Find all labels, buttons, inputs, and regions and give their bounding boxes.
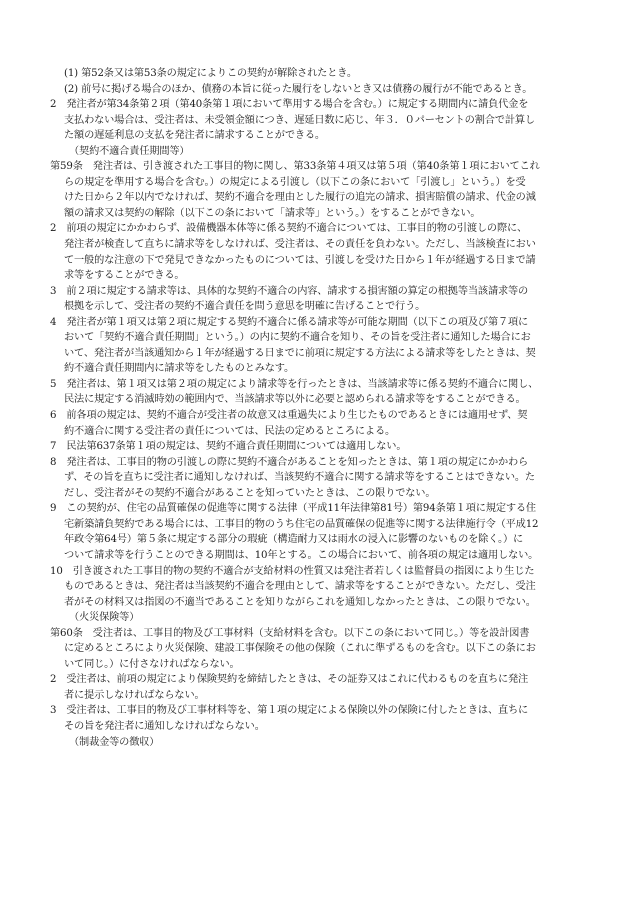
section-heading: （制裁金等の徴収） [69, 736, 160, 748]
text-line: 8 発注者は、工事目的物の引渡しの際に契約不適合があることを知ったときは、第１項の規定にかかわら [50, 456, 529, 468]
text-line: 額の請求又は契約の解除（以下この条において「請求等」という。）をすることができない。 [64, 207, 481, 219]
text-line: (1) 第52条又は第53条の規定によりこの契約が解除されたとき。 [64, 68, 357, 79]
text-line: 約不適合に関する受注者の責任については、民法の定めるところによる。 [64, 425, 396, 437]
text-line: おいて「契約不適合責任期間」という。）の内に契約不適合を知り、その旨を受注者に通知した場合にお [64, 332, 531, 344]
text-line: 発注者が検査して直ちに請求等をしなければ、受注者は、その責任を負わない。ただし、当該検査におい [64, 239, 536, 251]
text-line: 第59条 発注者は、引き渡された工事目的物に関し、第33条第４項又は第５項（第40条第１項においてこれ [50, 161, 540, 173]
text-line: ず、その旨を直ちに受注者に通知しなければ、当該契約不適合に関する請求等をすることはできない。た [64, 472, 535, 484]
text-line: 3 受注者は、工事目的物及び工事材料等を、第１項の規定による保険以外の保険に付したときは、直ちに [50, 705, 529, 717]
text-line: 2 前項の規定にかかわらず、設備機器本体等に係る契約不適合については、工事目的物の引渡しの際に、 [50, 223, 528, 235]
text-line: (2) 前号に掲げる場合のほか、債務の本旨に従った履行をしないとき又は債務の履行が不能であるとき。 [64, 83, 533, 95]
text-line: 宅新築請負契約である場合には、工事目的物のうち住宅の品質確保の促進等に関する法律施行令（平成12 [64, 518, 539, 530]
text-line: 5 発注者は、第１項又は第２項の規定により請求等を行ったときは、当該請求等に係る契約不適合に関し、 [50, 378, 539, 390]
text-line: 3 前２項に規定する請求等は、具体的な契約不適合の内容、請求する損害額の算定の根拠等当該請求等の [50, 285, 529, 297]
text-line: その旨を発注者に通知しなければならない。 [64, 720, 265, 732]
text-line: 2 発注者が第34条第２項（第40条第１項において準用する場合を含む。）に規定する期間内に請負代金を [50, 99, 529, 111]
text-line: 民法に規定する消滅時効の範囲内で、当該請求等以外に必要と認められる請求等をすることができる。 [64, 394, 526, 406]
text-line: て一般的な注意の下で発見できなかったものについては、引渡しを受けた日から１年が経過する日まで請 [64, 254, 536, 266]
text-line: ものであるときは、発注者は当該契約不適合を理由として、請求等をすることができない。ただし、受注 [64, 581, 536, 593]
text-line: 根拠を示して、受注者の契約不適合責任を問う意思を明確に告げることで行う。 [64, 301, 426, 313]
text-line: 者がその材料又は指図の不適当であることを知りながらこれを通知しなかったときは、この限りでない。 [64, 596, 536, 608]
section-heading: （火災保険等） [69, 612, 140, 624]
text-line: 支払わない場合は、受注者は、未受領金額につき、遅延日数に応じ、年３．０パーセントの割合で計算し [64, 114, 535, 126]
text-line: 第60条 受注者は、工事目的物及び工事材料（支給材料を含む。以下この条において同じ。）等を設計図書 [50, 627, 530, 639]
text-line: けた日から２年以内でなければ、契約不適合を理由とした履行の追完の請求、損害賠償の請求、代金の減 [64, 192, 536, 204]
text-line: ついて請求等を行うことのできる期間は、10年とする。この場合において、前各項の規定は適用しない。 [64, 549, 539, 561]
text-line: た額の遅延利息の支払を発注者に請求することができる。 [64, 130, 325, 142]
text-line: 4 発注者が第１項又は第２項に規定する契約不適合に係る請求等が可能な期間（以下この項及び第７項に [50, 316, 529, 328]
text-line: 者に提示しなければならない。 [64, 689, 205, 701]
text-line: 9 この契約が、住宅の品質確保の促進等に関する法律（平成11年法律第81号）第94条第１項に規定する住 [50, 503, 536, 515]
section-heading: （契約不適合責任期間等） [69, 145, 190, 157]
text-line: 年政令第64号）第５条に規定する部分の瑕疵（構造耐力又は雨水の浸入に影響のないものを除く。）に [64, 534, 524, 546]
text-line: 約不適合責任期間内に請求等をしたものとみなす。 [64, 363, 295, 375]
text-line: だし、受注者がその契約不適合があることを知っていたときは、この限りでない。 [64, 487, 436, 499]
text-line: いて、発注者が当該通知から１年が経過する日までに前項に規定する方法による請求等をしたときは、契 [64, 347, 536, 359]
text-line: 10 引き渡された工事目的物の契約不適合が支給材料の性質又は発注者若しくは監督員の指図により生じた [50, 565, 535, 577]
text-line: らの規定を準用する場合を含む。）の規定による引渡し（以下この条において「引渡し」という。）を受 [64, 176, 526, 188]
text-line: いて同じ。）に付さなければならない。 [64, 658, 240, 670]
text-line: 求等をすることができる。 [64, 270, 185, 282]
text-line: 6 前各項の規定は、契約不適合が受注者の故意又は重過失により生じたものであるときには適用せず、契 [50, 410, 528, 422]
text-line: 2 受注者は、前項の規定により保険契約を締結したときは、その証券又はこれに代わるものを直ちに発注 [50, 674, 529, 686]
text-line: 7 民法第637条第１項の規定は、契約不適合責任期間については適用しない。 [50, 441, 407, 453]
text-line: に定めるところにより火災保険、建設工事保険その他の保険（これに準ずるものを含む。以下この条にお [64, 643, 536, 655]
